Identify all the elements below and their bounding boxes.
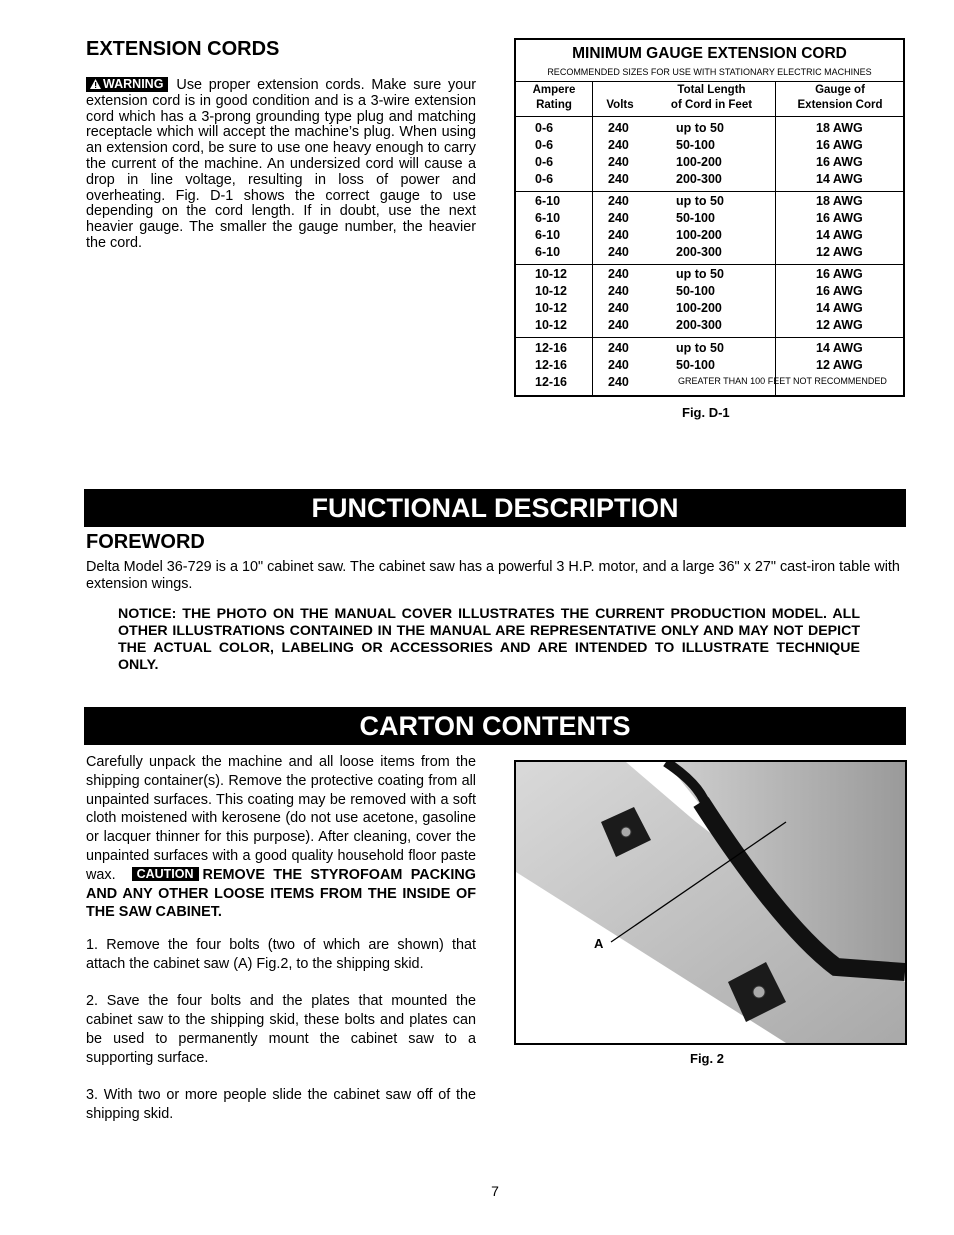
table-cell-ampere: 0-6 0-6 0-6 0-6 (535, 121, 554, 186)
table-cell-ampere: 6-10 6-10 6-10 6-10 (535, 194, 561, 259)
table-cell-gauge: 14 AWG 12 AWG (816, 341, 863, 372)
carton-intro-paragraph (86, 753, 476, 922)
table-cell-length: up to 50 50-100 (676, 341, 724, 372)
functional-description-heading: FUNCTIONAL DESCRIPTION (84, 489, 906, 527)
extension-cords-text: Use proper extension cords. Make sure your extension cord is in good condition and is a 3-wire extension cord which has a 3-prong grounding type plug and matching receptacle which will accept the machine’s plug. When using an extension cord, be sure to use one heavy enough to carry the current of the machine. An undersized cord will cause a drop in line voltage, resulting in loss of power and overheating. Fig. D-1 shows the correct gauge to use depending on the cord length. If in doubt, use the next heavier gauge. The smaller the gauge number, the heavier the cord. (86, 77, 476, 251)
table-cell-volts: 240 240 240 (608, 341, 629, 389)
step-3: 3. With two or more people slide the cabinet saw off of the shipping skid. (86, 1087, 476, 1122)
table-cell-gauge: 16 AWG 16 AWG 14 AWG 12 AWG (816, 267, 863, 332)
page-number: 7 (491, 1183, 499, 1199)
carton-contents-heading: CARTON CONTENTS (84, 707, 906, 745)
table-cell-volts: 240 240 240 240 (608, 121, 629, 186)
header-length: Total Length of Cord in Feet (670, 84, 753, 111)
step-1: 1. Remove the four bolts (two of which are shown) that attach the cabinet saw (A) Fig.2, to the shipping skid. (86, 937, 476, 972)
figure-caption-2: Fig. 2 (690, 1051, 724, 1066)
table-cell-gauge: 18 AWG 16 AWG 16 AWG 14 AWG (816, 121, 863, 186)
figure-2-photo (514, 760, 907, 1045)
table-cell-gauge: 18 AWG 16 AWG 14 AWG 12 AWG (816, 194, 863, 259)
header-ampere: Ampere Rating (532, 84, 576, 111)
gauge-table-note: GREATER THAN 100 FEET NOT RECOMMENDED (678, 376, 887, 386)
table-cell-length: up to 50 50-100 100-200 200-300 (676, 194, 724, 259)
extension-cords-heading: EXTENSION CORDS (86, 38, 280, 60)
caution-text: REMOVE THE STYROFOAM PACKING AND ANY OTHER LOOSE ITEMS FROM THE INSIDE OF THE SAW CABINET. (86, 866, 476, 921)
table-cell-ampere: 10-12 10-12 10-12 10-12 (535, 267, 567, 332)
gauge-table-title: MINIMUM GAUGE EXTENSION CORD (572, 45, 847, 62)
table-cell-volts: 240 240 240 240 (608, 267, 629, 332)
warning-triangle-icon (90, 79, 101, 89)
callout-a-label: A (594, 936, 604, 951)
gauge-table-subtitle: RECOMMENDED SIZES FOR USE WITH STATIONARY ELECTRIC MACHINES (547, 67, 872, 77)
cabinet-on-skid-illustration (516, 762, 905, 1043)
caution-badge: CAUTION (132, 867, 199, 881)
header-volts: Volts (606, 99, 634, 111)
table-cell-length: up to 50 50-100 100-200 200-300 (676, 267, 724, 332)
header-gauge: Gauge of Extension Cord (797, 84, 883, 111)
step-2: 2. Save the four bolts and the plates that mounted the cabinet saw to the shipping skid, these bolts and plates can be used to permanently mount the cabinet saw to a supporting surface. (86, 993, 476, 1066)
warning-label: WARNING (103, 77, 164, 91)
figure-caption-d1: Fig. D-1 (682, 405, 730, 420)
table-cell-ampere: 12-16 12-16 12-16 (535, 341, 567, 389)
table-cell-length: up to 50 50-100 100-200 200-300 (676, 121, 724, 186)
warning-badge (86, 77, 168, 92)
extension-cords-paragraph (86, 77, 476, 252)
notice-paragraph: NOTICE: THE PHOTO ON THE MANUAL COVER ILLUSTRATES THE CURRENT PRODUCTION MODEL. ALL OTHER ILLUSTRATIONS CONTAINED IN THE MANUAL ARE REPRESENTATIVE ONLY AND MAY NOT DEPICT THE ACTUAL COLOR, LABELING OR ACCESSORIES AND ARE INTENDED TO ILLUSTRATE TECHNIQUE ONLY. (118, 606, 860, 673)
table-cell-volts: 240 240 240 240 (608, 194, 629, 259)
foreword-paragraph: Delta Model 36-729 is a 10" cabinet saw. The cabinet saw has a powerful 3 H.P. motor, and a large 36" x 27" cast-iron table with extension wings. (86, 559, 900, 592)
foreword-heading: FOREWORD (86, 531, 205, 553)
carton-intro-text: Carefully unpack the machine and all loose items from the shipping container(s). Remove the protective coating from all unpainted surfaces. This coating may be removed with a soft cloth moistened with kerosene (do not use acetone, gasoline or lacquer thinner for this purpose). After cleaning, cover the unpainted surfaces with a good quality household floor paste wax. (86, 754, 476, 883)
gauge-table (514, 38, 905, 397)
